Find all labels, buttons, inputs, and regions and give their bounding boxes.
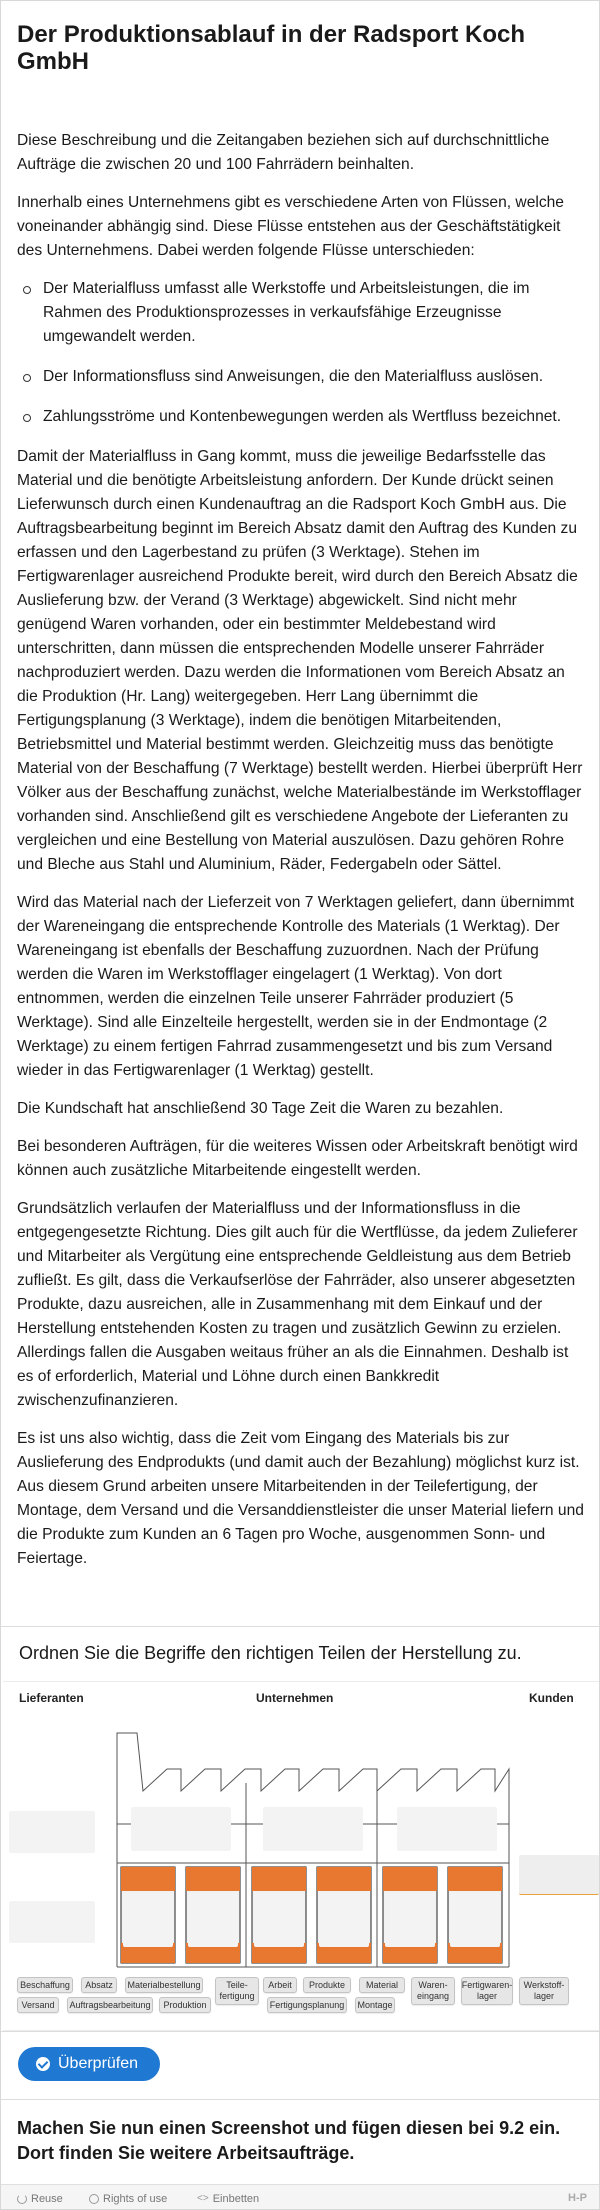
dropzone-company-3[interactable] bbox=[397, 1807, 497, 1851]
h5p-logo[interactable]: H-P bbox=[568, 2192, 587, 2204]
rights-of-use-label: Rights of use bbox=[103, 2193, 168, 2205]
dropzone-company-2[interactable] bbox=[263, 1807, 363, 1851]
rights-of-use-link[interactable] bbox=[89, 2193, 167, 2205]
description-text bbox=[17, 129, 587, 1585]
reuse-link[interactable] bbox=[17, 2193, 63, 2205]
dropzone-process-3[interactable] bbox=[254, 1893, 304, 1947]
paragraph-4: Bei besonderen Aufträgen, für die weiteres Wissen oder Arbeitskraft benötigt wird können auch zusätzliche Mitarbeitende eingestellt werden. bbox=[17, 1138, 578, 1179]
reuse-label: Reuse bbox=[31, 2193, 63, 2205]
flow-item-material: Der Materialfluss umfasst alle Werkstoffe und Arbeitsleistungen, die im Rahmen des Produktionsprozesses in verkaufsfähige Erzeugnisse umgewandelt werden. bbox=[43, 277, 587, 349]
paragraph-5: Grundsätzlich verlaufen der Materialfluss und der Informationsfluss in die entgegengesetzte Richtung. Dies gilt auch für die Wertflüsse, da jedem Zulieferer und Mitarbeiter als Vergütung eine entsprechende Geldleistung aus dem Betrieb zufließt. Es gilt, dass die Verkaufserlöse der Fahrräder, also unserer abgesetzten Produkte, dazu ausreichen, alle in Zusammenhang mit dem Einkauf und der Herstellung entstehenden Kosten zu tragen und zusätzlich Gewinn zu erzielen. Allerdings fallen die Ausgaben weitaus früher an als die Einnahmen. Deshalb ist es of erforderlich, Material und Löhne durch einen Bankkredit zwischenzufinanzieren. bbox=[17, 1200, 578, 1409]
paragraph-3: Die Kundschaft hat anschließend 30 Tage Zeit die Waren zu bezahlen. bbox=[17, 1100, 504, 1117]
draggable-auftragsbearbeitung[interactable]: Auftragsbearbeitung bbox=[67, 1997, 153, 2013]
code-icon: <> bbox=[197, 2193, 209, 2204]
check-button-label: Überprüfen bbox=[58, 2055, 139, 2072]
paragraph-6: Es ist uns also wichtig, dass die Zeit vom Eingang des Materials bis zur Auslieferung des Endprodukts (und damit auch der Bezahlung) möglichst kurz ist. Aus diesem Grund arbeiten unsere Mitarbeitenden in der Teilefertigung, der Montage, dem Versand und die Versanddienstleister die unser Material liefern und die Produkte zum Kunden an 6 Tagen pro Woche, ausgenommen Sonn- und Feiertage. bbox=[17, 1430, 584, 1567]
section-divider-2 bbox=[1, 2031, 600, 2032]
draggable-montage[interactable]: Montage bbox=[355, 1997, 395, 2013]
draggable-werkstofflager[interactable]: Werkstoff-lager bbox=[519, 1977, 569, 2005]
draggable-materialbestellung[interactable]: Materialbestellung bbox=[125, 1977, 203, 1993]
dropzone-process-1[interactable] bbox=[123, 1893, 173, 1947]
dropzone-process-5[interactable] bbox=[385, 1893, 435, 1947]
flow-item-value: Zahlungsströme und Kontenbewegungen werden als Wertfluss bezeichnet. bbox=[43, 405, 587, 429]
flows-list bbox=[43, 277, 587, 429]
dropzone-customers[interactable] bbox=[519, 1855, 599, 1895]
page-title: Der Produktionsablauf in der Radsport Koch GmbH bbox=[17, 21, 526, 75]
task-instruction: Ordnen Sie die Begriffe den richtigen Teilen der Herstellung zu. bbox=[19, 1643, 522, 1663]
label-customers: Kunden bbox=[529, 1691, 574, 1705]
dropzone-suppliers-bottom[interactable] bbox=[9, 1901, 95, 1943]
dropzone-process-4[interactable] bbox=[319, 1893, 369, 1947]
flows-intro-paragraph: Innerhalb eines Unternehmens gibt es verschiedene Arten von Flüssen, welche voneinander abhängig sind. Diese Flüsse entstehen aus der Geschäftstätigkeit des Unternehmens. Dabei werden folgende Flüsse unterschieden: bbox=[17, 194, 564, 259]
reuse-icon bbox=[17, 2194, 27, 2204]
intro-paragraph: Diese Beschreibung und die Zeitangaben beziehen sich auf durchschnittliche Aufträge die zwischen 20 und 100 Fahrrädern beinhalten. bbox=[17, 132, 550, 173]
check-circle-icon bbox=[36, 2057, 50, 2071]
h5p-action-bar bbox=[1, 2184, 600, 2210]
dropzone-suppliers-top[interactable] bbox=[9, 1811, 95, 1853]
draggable-fertigungsplanung[interactable]: Fertigungsplanung bbox=[267, 1997, 347, 2013]
draggable-fertigwarenlager[interactable]: Fertigwaren-lager bbox=[461, 1977, 513, 2005]
draggable-absatz[interactable]: Absatz bbox=[81, 1977, 117, 1993]
embed-label: Einbetten bbox=[212, 2193, 260, 2205]
draggable-produkte[interactable]: Produkte bbox=[303, 1977, 351, 1993]
dropzone-company-1[interactable] bbox=[131, 1807, 231, 1851]
section-divider-3 bbox=[1, 2099, 600, 2100]
paragraph-1: Damit der Materialfluss in Gang kommt, muss die jeweilige Bedarfsstelle das Material und die benötigte Arbeitsleistung anfordern. Der Kunde drückt seinen Lieferwunsch durch einen Kundenauftrag an die Radsport Koch GmbH aus. Die Auftragsbearbeitung beginnt im Bereich Absatz damit den Auftrag des Kunden zu erfassen und den Lagerbestand zu prüfen (3 Werktage). Stehen im Fertigwarenlager ausreichend Produkte bereit, wird durch den Bereich Absatz die Auslieferung bzw. der Verand (3 Werktage) abgewickelt. Sind nicht mehr genügend Waren vorhanden, oder ein bestimmter Meldebestand wird unterschritten, dann müssen die entsprechenden Modelle unserer Fahrräder nachproduziert werden. Dazu werden die Informationen vom Bereich Absatz an die Produktion (Hr. Lang) weitergegeben. Herr Lang übernimmt die Fertigungsplanung (3 Werktage), indem die benötigen Mitarbeitenden, Betriebsmittel und Material bestimmt werden. Gleichzeitig muss das benötigte Material von der Beschaffung (7 Werktage) bestellt werden. Hierbei überprüft Herr Völker aus der Beschaffung zunächst, welche Materialbestände im Werkstofflager vorhanden sind. Anschließend gilt es verschiedene Angebote der Lieferanten zu vergleichen und eine Bestellung von Material auszulösen. Dazu gehören Rohre und Bleche aus Stahl und Aluminium, Räder, Federgabeln oder Sättel. bbox=[17, 448, 583, 873]
embed-link[interactable] bbox=[197, 2193, 259, 2205]
flow-item-information: Der Informationsfluss sind Anweisungen, die den Materialfluss auslösen. bbox=[43, 365, 587, 389]
process-boxes bbox=[121, 1867, 502, 1963]
dropzone-process-6[interactable] bbox=[450, 1893, 500, 1947]
section-divider bbox=[1, 1626, 600, 1627]
draggable-material[interactable]: Material bbox=[359, 1977, 405, 1993]
draggable-wareneingang[interactable]: Waren-eingang bbox=[411, 1977, 455, 2005]
copyright-icon bbox=[89, 2194, 99, 2204]
draggable-produktion[interactable]: Produktion bbox=[159, 1997, 211, 2013]
label-company: Unternehmen bbox=[256, 1691, 334, 1705]
draggable-beschaffung[interactable]: Beschaffung bbox=[17, 1977, 73, 1993]
draggable-arbeit[interactable]: Arbeit bbox=[263, 1977, 297, 1993]
draggable-teilefertigung[interactable]: Teile-fertigung bbox=[215, 1977, 259, 2005]
label-suppliers: Lieferanten bbox=[19, 1691, 84, 1705]
paragraph-2: Wird das Material nach der Lieferzeit von 7 Werktagen geliefert, dann übernimmt der Wareneingang die entsprechende Kontrolle des Materials (1 Werktag). Der Wareneingang ist ebenfalls der Beschaffung zuzuordnen. Nach der Prüfung werden die Waren im Werkstofflager eingelagert (1 Werktag). Von dort entnommen, werden die einzelnen Teile unserer Fahrräder produziert (5 Werktage). Sind alle Einzelteile hergestellt, werden sie in der Endmontage (2 Werktage) zu einem fertigen Fahrrad zusammengesetzt und bis zum Versand wieder in das Fertigwarenlager (1 Werktag) gestellt. bbox=[17, 894, 575, 1079]
draggable-versand[interactable]: Versand bbox=[17, 1997, 59, 2013]
dropzone-process-2[interactable] bbox=[188, 1893, 238, 1947]
footer-instruction: Machen Sie nun einen Screenshot und fügen diesen bei 9.2 ein. Dort finden Sie weitere Arbeitsaufträge. bbox=[17, 2118, 561, 2163]
check-button[interactable] bbox=[18, 2047, 160, 2081]
